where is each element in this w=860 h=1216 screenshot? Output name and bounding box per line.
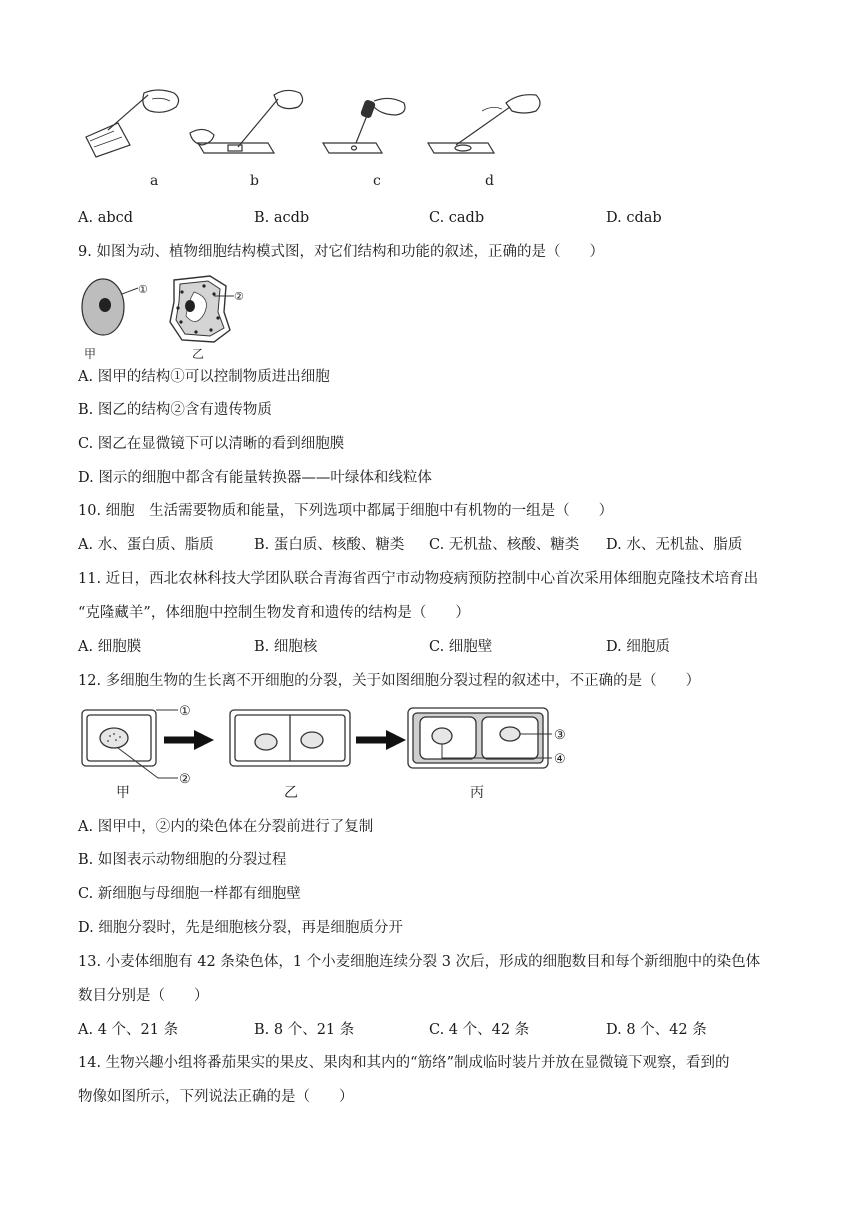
q10-option-d: D. 水、无机盐、脂质 — [606, 537, 743, 553]
q8-label-c: c — [373, 173, 381, 189]
q12-option-d: D. 细胞分裂时，先是细胞核分裂，再是细胞质分开 — [78, 920, 403, 936]
q9-option-a: A. 图甲的结构①可以控制物质进出细胞 — [78, 369, 330, 385]
q11-option-b: B. 细胞核 — [254, 639, 318, 655]
q11-option-c: C. 细胞壁 — [429, 639, 493, 655]
q10-option-c: C. 无机盐、核酸、糖类 — [429, 537, 580, 553]
q11-stem-line-1: 11. 近日，西北农林科技大学团队联合青海省西宁市动物疫病预防控制中心首次采用体细胞克隆技术培育出 — [78, 571, 759, 587]
q9-marker-1: ① — [138, 283, 148, 296]
q12-option-c: C. 新细胞与母细胞一样都有细胞壁 — [78, 886, 301, 902]
q9-stem: 9. 如图为动、植物细胞结构模式图，对它们结构和功能的叙述，正确的是（ ） — [78, 244, 604, 260]
q12-option-a: A. 图甲中，②内的染色体在分裂前进行了复制 — [78, 819, 374, 835]
q13-stem-line-1: 13. 小麦体细胞有 42 条染色体，1 个小麦细胞连续分裂 3 次后，形成的细胞数目和每个新细胞中的染色体 — [78, 954, 761, 970]
q12-stem: 12. 多细胞生物的生长离不开细胞的分裂，关于如图细胞分裂过程的叙述中，不正确的是（ ） — [78, 673, 701, 689]
q13-option-c: C. 4 个、42 条 — [429, 1022, 530, 1038]
q12-label-yi: 乙 — [284, 785, 298, 801]
q12-marker-2: ② — [179, 772, 191, 787]
q9-label-plant: 乙 — [192, 347, 205, 361]
q12-marker-4: ④ — [554, 752, 566, 767]
q9-option-c: C. 图乙在显微镜下可以清晰的看到细胞膜 — [78, 436, 345, 452]
q10-stem: 10. 细胞 生活需要物质和能量，下列选项中都属于细胞中有机物的一组是（ ） — [78, 503, 614, 519]
q10-option-b: B. 蛋白质、核酸、糖类 — [254, 537, 405, 553]
q9-label-animal: 甲 — [84, 347, 97, 361]
q11-stem-line-2: “克隆藏羊”，体细胞中控制生物发育和遗传的结构是（ ） — [78, 605, 470, 621]
q8-label-b: b — [250, 173, 259, 189]
q8-figure — [78, 85, 548, 195]
q8-option-b: B. acdb — [254, 210, 310, 226]
q9-figure — [78, 272, 288, 364]
q12-option-b: B. 如图表示动物细胞的分裂过程 — [78, 852, 287, 868]
q12-marker-1: ① — [179, 704, 191, 719]
q12-label-jia: 甲 — [116, 785, 130, 801]
q13-option-a: A. 4 个、21 条 — [78, 1022, 179, 1038]
q11-option-d: D. 细胞质 — [606, 639, 670, 655]
q10-option-a: A. 水、蛋白质、脂质 — [78, 537, 214, 553]
q8-option-c: C. cadb — [429, 210, 485, 226]
q9-option-d: D. 图示的细胞中都含有能量转换器——叶绿体和线粒体 — [78, 470, 432, 486]
q14-stem-line-2: 物像如图所示，下列说法正确的是（ ） — [78, 1089, 354, 1105]
q8-label-d: d — [485, 173, 494, 189]
q13-option-b: B. 8 个、21 条 — [254, 1022, 355, 1038]
q9-option-b: B. 图乙的结构②含有遗传物质 — [78, 402, 272, 418]
q12-marker-3: ③ — [554, 728, 566, 743]
q11-option-a: A. 细胞膜 — [78, 639, 142, 655]
q12-figure — [78, 700, 578, 804]
q13-stem-line-2: 数目分别是（ ） — [78, 988, 209, 1004]
q14-stem-line-1: 14. 生物兴趣小组将番茄果实的果皮、果肉和其内的“筋络”制成临时装片并放在显微镜下观察，看到的 — [78, 1055, 730, 1071]
q8-option-a: A. abcd — [78, 210, 134, 226]
q8-option-d: D. cdab — [606, 210, 662, 226]
q9-marker-2: ② — [234, 290, 244, 303]
q13-option-d: D. 8 个、42 条 — [606, 1022, 707, 1038]
q12-label-bing: 丙 — [470, 785, 484, 801]
q8-label-a: a — [150, 173, 159, 189]
